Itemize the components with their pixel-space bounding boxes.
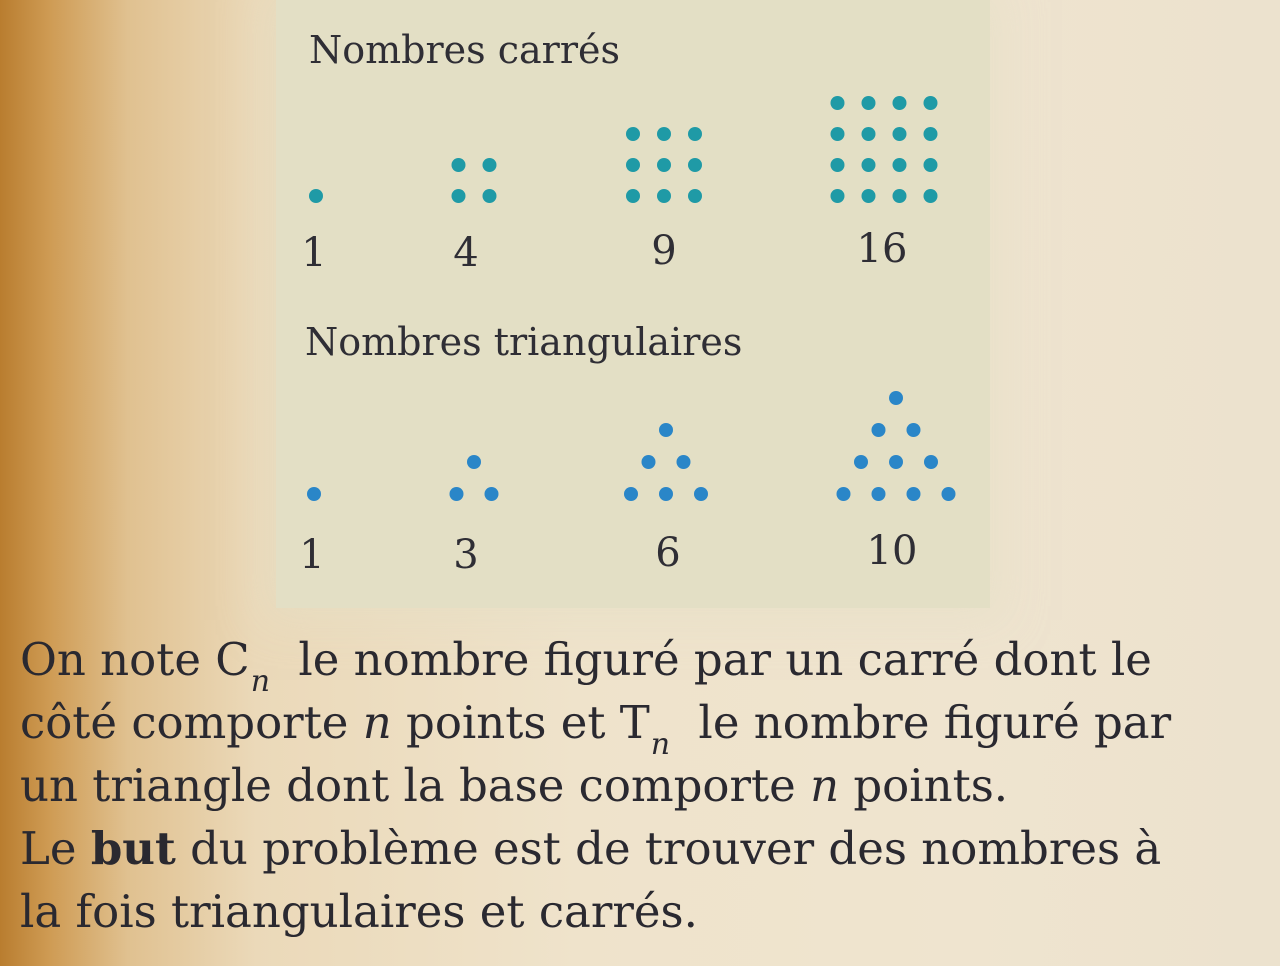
square-dot bbox=[688, 189, 702, 203]
square-label-16: 16 bbox=[856, 226, 908, 272]
text-segment: un triangle dont la base comporte bbox=[20, 759, 811, 812]
triangle-label-1: 1 bbox=[299, 532, 325, 578]
text-segment: Le bbox=[20, 822, 91, 875]
square-dot bbox=[862, 127, 876, 141]
text-segment: le nombre figuré par bbox=[684, 696, 1172, 749]
square-dot bbox=[831, 189, 845, 203]
text-segment: côté comporte bbox=[20, 696, 363, 749]
triangle-dot bbox=[677, 455, 691, 469]
square-dot bbox=[452, 158, 466, 172]
square-dot bbox=[862, 158, 876, 172]
triangle-dot bbox=[694, 487, 708, 501]
square-label-4: 4 bbox=[453, 230, 479, 276]
triangle-label-10: 10 bbox=[866, 528, 918, 574]
text-segment: la fois triangulaires et carrés. bbox=[20, 885, 698, 938]
triangle-label-6: 6 bbox=[655, 530, 681, 576]
subscript-n: n bbox=[250, 664, 271, 699]
triangle-dot bbox=[907, 487, 921, 501]
square-dot bbox=[862, 189, 876, 203]
text-line-1 bbox=[20, 628, 1270, 699]
triangle-dot bbox=[924, 455, 938, 469]
triangle-dot bbox=[854, 455, 868, 469]
text-segment: du problème est de trouver des nombres à bbox=[175, 822, 1162, 875]
square-dot bbox=[626, 158, 640, 172]
triangle-dot bbox=[659, 423, 673, 437]
triangle-dot bbox=[467, 455, 481, 469]
square-dot bbox=[626, 189, 640, 203]
square-dot bbox=[893, 189, 907, 203]
triangle-dot bbox=[872, 423, 886, 437]
square-dot bbox=[688, 158, 702, 172]
square-dot bbox=[626, 127, 640, 141]
triangle-dot bbox=[485, 487, 499, 501]
square-dot bbox=[862, 96, 876, 110]
square-dot bbox=[924, 127, 938, 141]
text-segment: points. bbox=[839, 759, 1009, 812]
text-line-2 bbox=[20, 691, 1270, 762]
square-dot bbox=[893, 127, 907, 141]
square-label-1: 1 bbox=[301, 230, 327, 276]
square-dot bbox=[893, 158, 907, 172]
square-dot bbox=[924, 189, 938, 203]
square-dot bbox=[309, 189, 323, 203]
square-dot bbox=[657, 158, 671, 172]
square-dot bbox=[657, 189, 671, 203]
triangle-dot bbox=[889, 391, 903, 405]
square-dot bbox=[483, 189, 497, 203]
triangle-dot bbox=[450, 487, 464, 501]
triangle-dot bbox=[907, 423, 921, 437]
subscript-n: n bbox=[650, 727, 671, 762]
square-dot bbox=[483, 158, 497, 172]
triangle-dot bbox=[307, 487, 321, 501]
square-label-9: 9 bbox=[651, 228, 677, 274]
square-dot bbox=[831, 158, 845, 172]
triangle-dot bbox=[942, 487, 956, 501]
text-line-4 bbox=[20, 817, 1270, 880]
triangle-dot bbox=[659, 487, 673, 501]
triangle-dot bbox=[889, 455, 903, 469]
problem-statement bbox=[20, 628, 1270, 943]
triangle-dot bbox=[837, 487, 851, 501]
triangle-dot bbox=[624, 487, 638, 501]
square-dot bbox=[924, 96, 938, 110]
text-segment: On note C bbox=[20, 633, 250, 686]
square-dot bbox=[831, 127, 845, 141]
square-dot bbox=[924, 158, 938, 172]
square-dot bbox=[657, 127, 671, 141]
triangle-dot bbox=[642, 455, 656, 469]
square-dot bbox=[688, 127, 702, 141]
text-line-5 bbox=[20, 880, 1270, 943]
square-dot bbox=[893, 96, 907, 110]
triangular-numbers-heading: Nombres triangulaires bbox=[305, 320, 743, 364]
square-numbers-heading: Nombres carrés bbox=[309, 28, 620, 72]
text-segment: le nombre figuré par un carré dont le bbox=[284, 633, 1152, 686]
triangle-label-3: 3 bbox=[453, 532, 479, 578]
variable-n: n bbox=[362, 696, 392, 749]
text-segment: points et T bbox=[391, 696, 650, 749]
square-dot bbox=[452, 189, 466, 203]
square-dot bbox=[831, 96, 845, 110]
text-line-3 bbox=[20, 754, 1270, 817]
bold-word-but: but bbox=[90, 822, 176, 875]
triangle-dot bbox=[872, 487, 886, 501]
variable-n: n bbox=[810, 759, 840, 812]
